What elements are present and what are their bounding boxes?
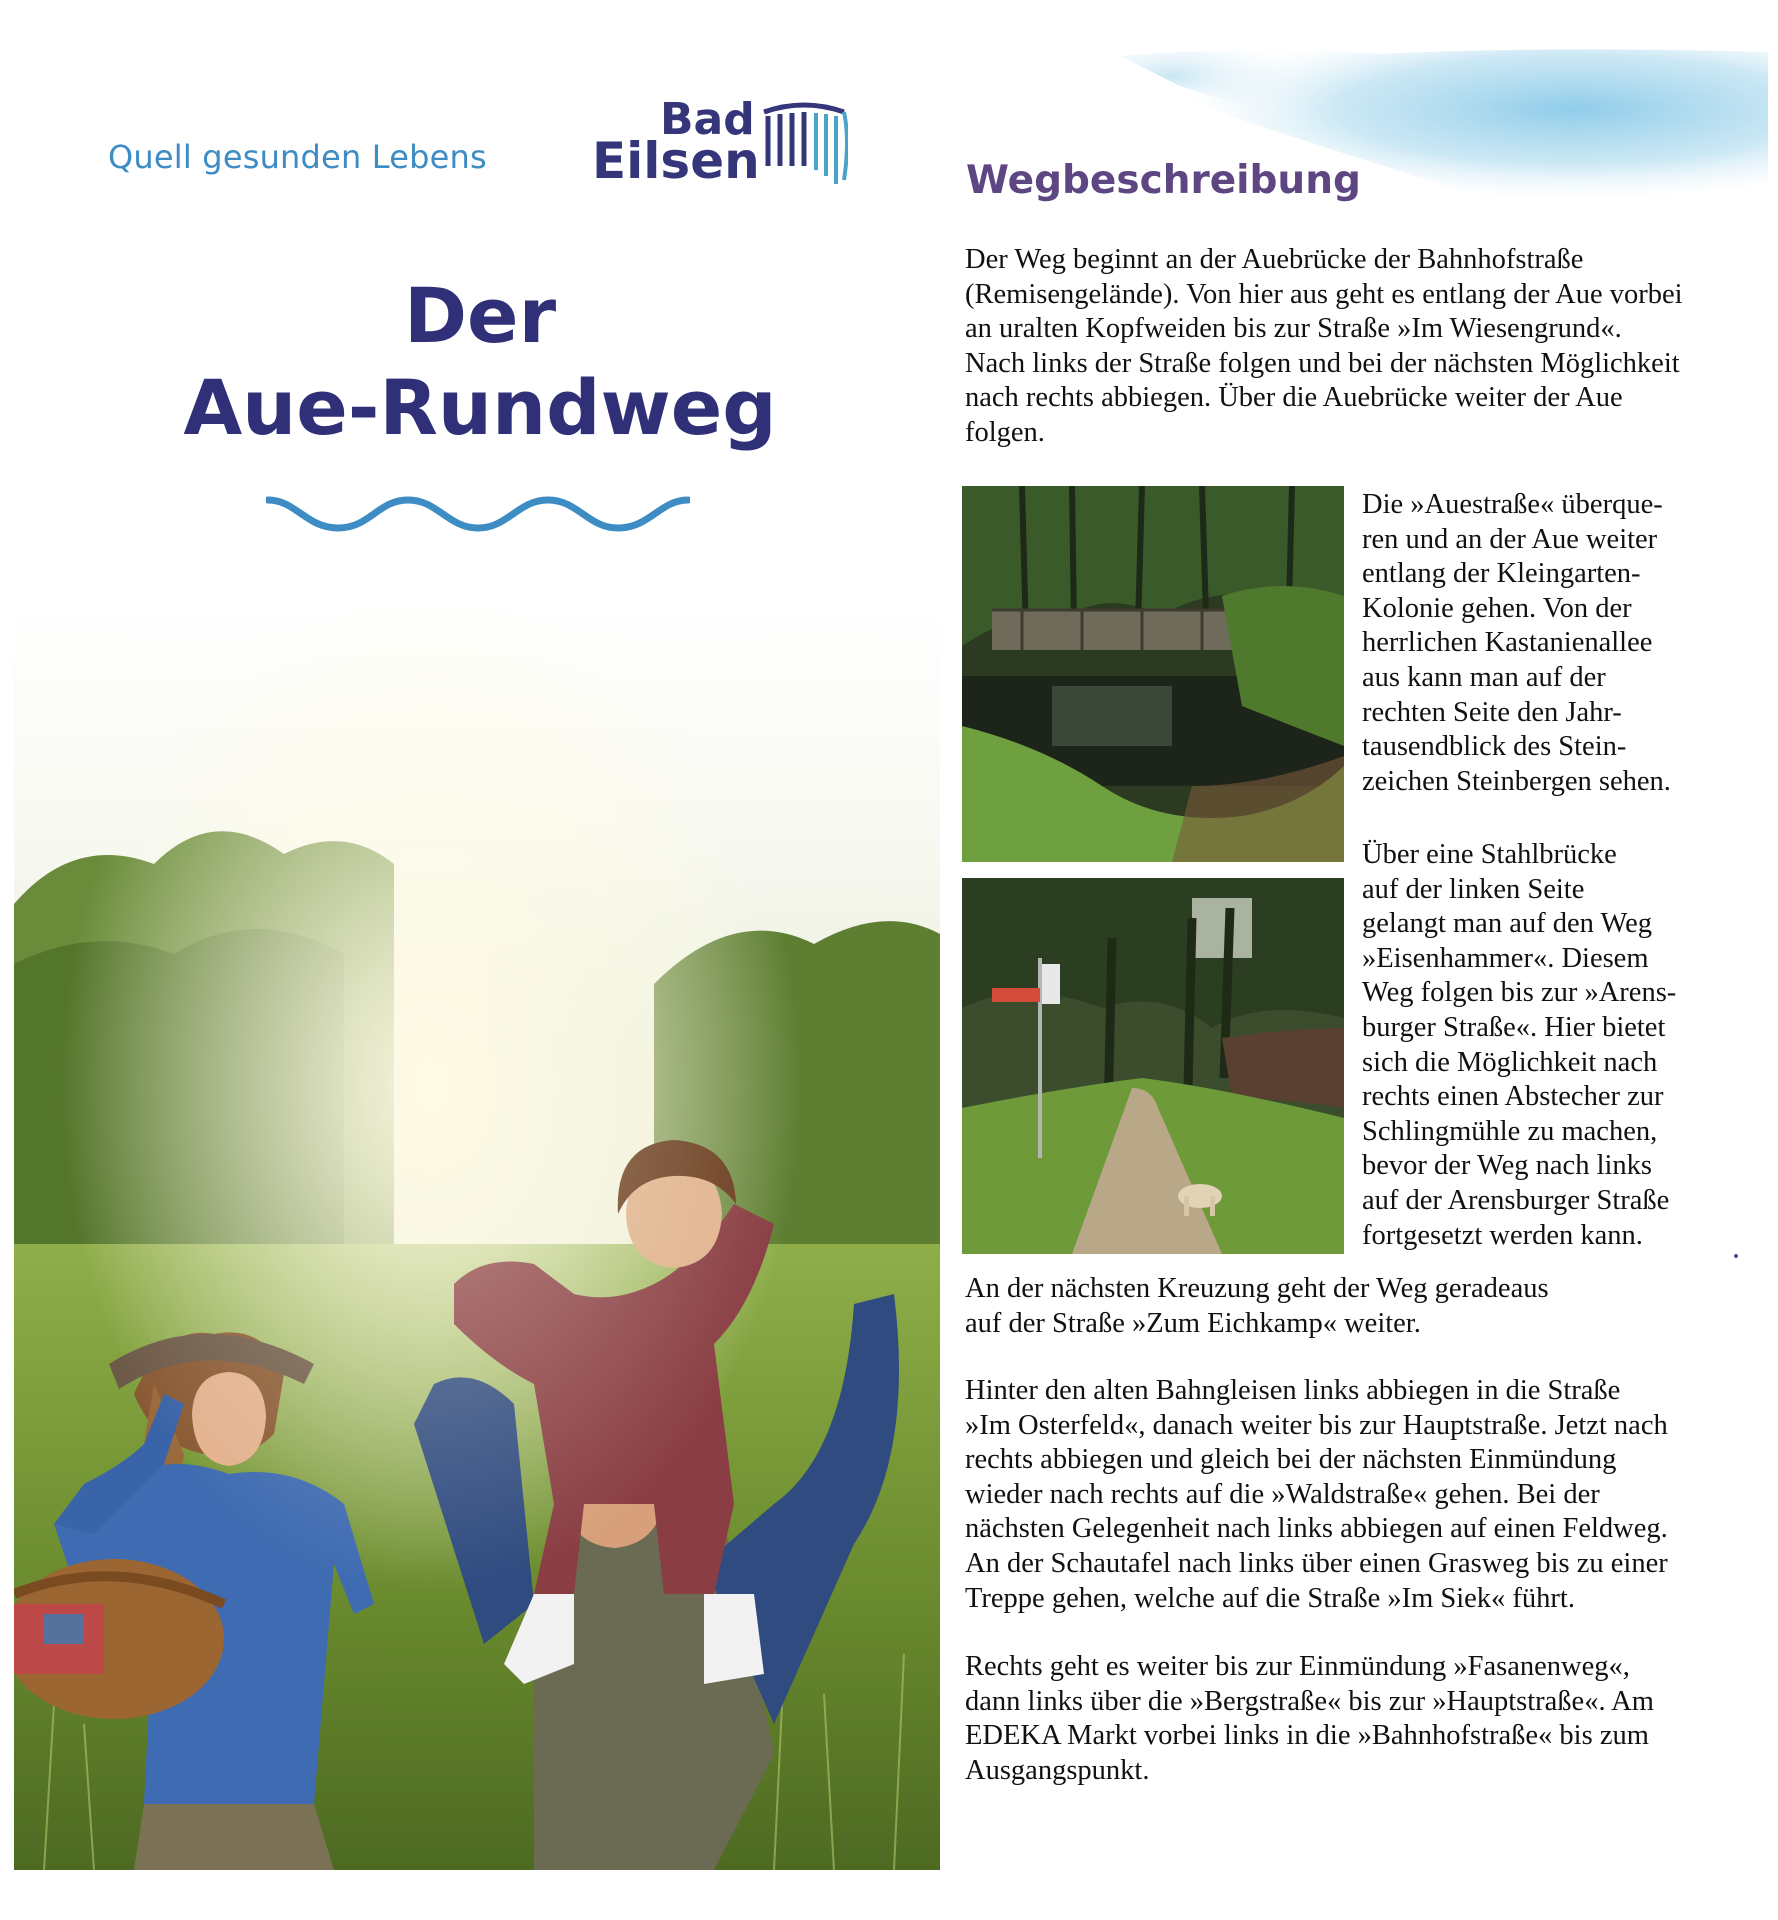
text-line: sich die Möglichkeit nach bbox=[1362, 1046, 1658, 1078]
kreuzung-paragraph bbox=[965, 1272, 1765, 1341]
text-line: fortgesetzt werden kann. bbox=[1362, 1219, 1643, 1251]
brochure-title bbox=[150, 270, 810, 454]
text-line: Treppe gehen, welche auf die Straße »Im Siek« führt. bbox=[965, 1582, 1575, 1614]
text-line: Über eine Stahlbrücke bbox=[1362, 839, 1617, 870]
schluss-paragraph bbox=[965, 1650, 1765, 1788]
text-line: EDEKA Markt vorbei links in die »Bahnhofstraße« bis zum bbox=[965, 1720, 1649, 1752]
purple-dot bbox=[1734, 1254, 1738, 1258]
text-line: wieder nach rechts auf die »Waldstraße« gehen. Bei der bbox=[965, 1478, 1600, 1510]
text-line: Hinter den alten Bahngleisen links abbiegen in die Straße bbox=[965, 1375, 1621, 1406]
text-line: entlang der Kleingarten- bbox=[1362, 558, 1641, 590]
logo-word-bad: Bad bbox=[660, 94, 755, 145]
text-line: folgen. bbox=[965, 416, 1045, 448]
logo-word-eilsen: Eilsen bbox=[592, 132, 760, 190]
text-line: Weg folgen bis zur »Arens- bbox=[1362, 977, 1677, 1009]
text-line: Schlingmühle zu machen, bbox=[1362, 1115, 1658, 1147]
title-line-1: Der bbox=[403, 271, 557, 360]
path-photo bbox=[962, 878, 1344, 1254]
text-line: »Eisenhammer«. Diesem bbox=[1362, 942, 1649, 974]
text-line: auf der Straße »Zum Eichkamp« weiter. bbox=[965, 1307, 1421, 1339]
text-line: tausendblick des Stein- bbox=[1362, 731, 1627, 763]
text-line: Der Weg beginnt an der Auebrücke der Bahnhofstraße bbox=[965, 244, 1584, 275]
stahlbruecke-paragraph bbox=[1362, 838, 1762, 1253]
text-line: Die »Auestraße« überque- bbox=[1362, 489, 1663, 520]
text-line: Rechts geht es weiter bis zur Einmündung »Fasanenweg«, bbox=[965, 1651, 1630, 1682]
text-line: nächsten Gelegenheit nach links abbiegen auf einen Feldweg. bbox=[965, 1513, 1668, 1545]
text-line: rechten Seite den Jahr- bbox=[1362, 696, 1622, 728]
title-line-2: Aue-Rundweg bbox=[183, 363, 777, 452]
text-line: bevor der Weg nach links bbox=[1362, 1150, 1653, 1182]
text-line: zeichen Steinbergen sehen. bbox=[1362, 765, 1671, 797]
text-line: »Im Osterfeld«, danach weiter bis zur Hauptstraße. Jetzt nach bbox=[965, 1409, 1668, 1441]
text-line: Nach links der Straße folgen und bei der nächsten Möglichkeit bbox=[965, 347, 1680, 379]
text-line: an uralten Kopfweiden bis zur Straße »Im Wiesengrund«. bbox=[965, 313, 1622, 345]
text-line: An der Schautafel nach links über einen Grasweg bis zu einer bbox=[965, 1547, 1668, 1579]
section-heading: Wegbeschreibung bbox=[966, 158, 1361, 203]
colonnade-icon bbox=[760, 100, 848, 190]
text-line: dann links über die »Bergstraße« bis zur »Hauptstraße«. Am bbox=[965, 1685, 1654, 1717]
intro-paragraph bbox=[965, 243, 1765, 451]
text-line: Kolonie gehen. Von der bbox=[1362, 592, 1632, 624]
bridge-photo bbox=[962, 486, 1344, 862]
text-line: gelangt man auf den Weg bbox=[1362, 908, 1652, 940]
text-line: burger Straße«. Hier bietet bbox=[1362, 1011, 1666, 1043]
tagline: Quell gesunden Lebens bbox=[108, 138, 487, 176]
text-line: ren und an der Aue weiter bbox=[1362, 523, 1658, 555]
text-line: nach rechts abbiegen. Über die Auebrücke weiter der Aue bbox=[965, 382, 1623, 414]
family-photo bbox=[14, 604, 940, 1870]
bahngleise-paragraph bbox=[965, 1374, 1765, 1616]
wave-divider bbox=[266, 488, 690, 538]
text-line: rechts abbiegen und gleich bei der nächsten Einmündung bbox=[965, 1444, 1617, 1476]
text-line: aus kann man auf der bbox=[1362, 661, 1606, 693]
text-line: An der nächsten Kreuzung geht der Weg geradeaus bbox=[965, 1273, 1549, 1304]
bad-eilsen-logo bbox=[592, 96, 852, 196]
text-line: herrlichen Kastanienallee bbox=[1362, 627, 1653, 659]
text-line: (Remisengelände). Von hier aus geht es entlang der Aue vorbei bbox=[965, 278, 1683, 310]
text-line: auf der Arensburger Straße bbox=[1362, 1184, 1670, 1216]
auestrasse-paragraph bbox=[1362, 488, 1762, 799]
text-line: Ausgangspunkt. bbox=[965, 1754, 1150, 1786]
text-line: auf der linken Seite bbox=[1362, 873, 1585, 905]
text-line: rechts einen Abstecher zur bbox=[1362, 1081, 1664, 1113]
